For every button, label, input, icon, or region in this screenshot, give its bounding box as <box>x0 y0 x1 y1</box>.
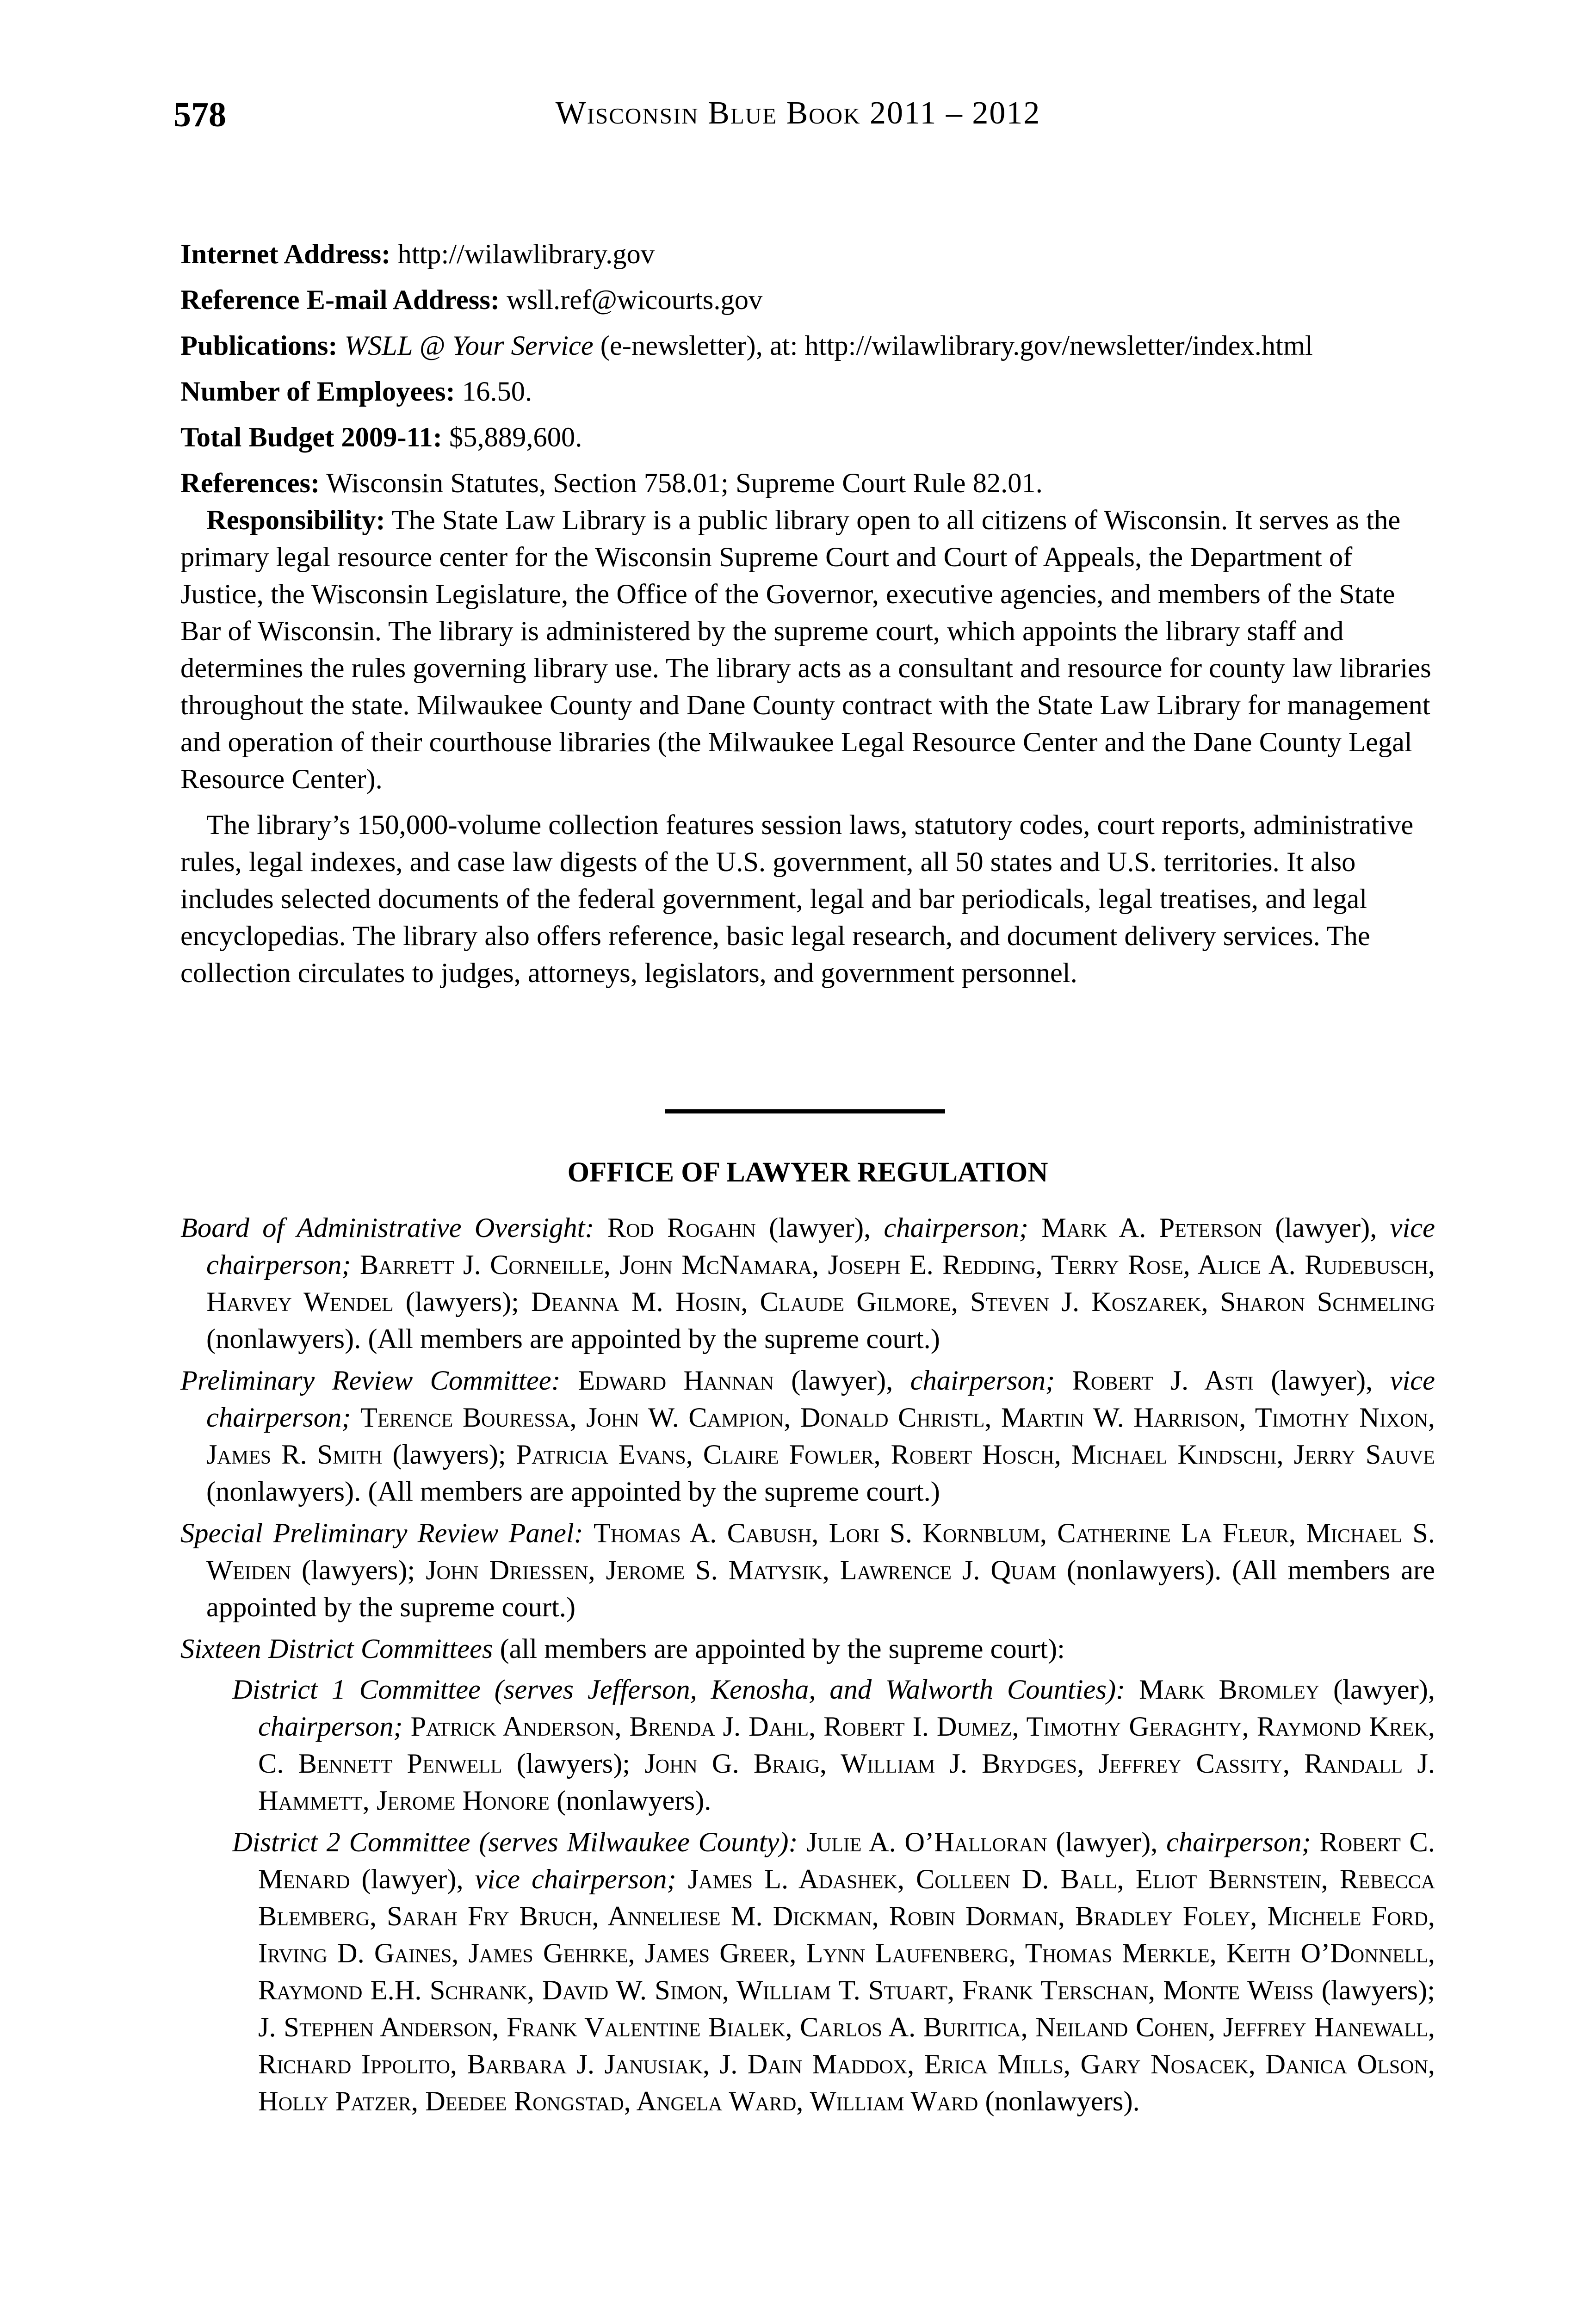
special-panel-label: Special Preliminary Review Panel: <box>180 1518 583 1549</box>
board-vice-title: vice chairperson; <box>206 1212 1435 1280</box>
district-1-nonlawyers: John G. Braig, William J. Brydges, Jeffrey Cassity, Randall J. Hammett, Jerome Honore <box>258 1748 1435 1816</box>
section-divider <box>665 1109 945 1113</box>
district-1-lawyers-tag: (lawyers); <box>516 1748 631 1779</box>
running-head <box>173 95 1423 136</box>
publications-title: WSLL @ Your Service <box>344 330 594 361</box>
district-2-vice-title: vice chairperson; <box>475 1864 676 1895</box>
board-lawyers-tag: (lawyers); <box>405 1286 519 1317</box>
district-1-chair-title: chairperson; <box>258 1711 403 1742</box>
district-2-lawyers: James L. Adashek, Colleen D. Ball, Eliot Bernstein, Rebecca Blemberg, Sarah Fry Bruch, Anneliese M. Dickman, Robin Dorman, Bradley Foley, Michele Ford, Irving D. Gaines, James Gehrke, James Greer, Lynn Laufenberg, Thomas Merkle, Keith O’Donnell, Raymond E.H. Schrank, David W. Simon, William T. Stuart, Frank Terschan, Monte Weiss <box>258 1864 1435 2006</box>
internet-address-label: Internet Address: <box>180 239 391 270</box>
references-value: Wisconsin Statutes, Section 758.01; Supreme Court Rule 82.01. <box>326 468 1043 499</box>
special-panel-lawyers: Thomas A. Cabush, Lori S. Kornblum, Catherine La Fleur, Michael S. Weiden <box>206 1518 1435 1586</box>
reference-email-value: wsll.ref@wicourts.gov <box>507 284 763 315</box>
employees-value: 16.50. <box>462 376 532 407</box>
total-budget-label: Total Budget 2009-11: <box>180 422 442 453</box>
preliminary-lawyers: Terence Bouressa, John W. Campion, Donald Christl, Martin W. Harrison, Timothy Nixon, James R. Smith <box>206 1402 1435 1470</box>
preliminary-label: Preliminary Review Committee: <box>180 1365 561 1396</box>
district-1-entry <box>180 1671 1435 1819</box>
total-budget-value: $5,889,600. <box>449 422 582 453</box>
board-nonlawyers-tag: (nonlawyers). (All members are appointed by the supreme court.) <box>206 1323 940 1354</box>
district-committees-entry <box>180 1631 1435 1668</box>
section-title: OFFICE OF LAWYER REGULATION <box>567 1157 1048 1188</box>
district-2-chair-role: (lawyer), <box>1056 1827 1158 1858</box>
board-label: Board of Administrative Oversight: <box>180 1212 594 1243</box>
preliminary-chair-name: Edward Hannan <box>578 1365 774 1396</box>
preliminary-nonlawyers-tag: (nonlawyers). (All members are appointed by the supreme court.) <box>206 1476 940 1507</box>
board-vice-role: (lawyer), <box>1275 1212 1377 1243</box>
special-panel-entry <box>180 1515 1435 1626</box>
total-budget <box>180 419 1435 456</box>
district-2-entry <box>180 1824 1435 2120</box>
special-panel-lawyers-tag: (lawyers); <box>301 1555 415 1586</box>
preliminary-vice-role: (lawyer), <box>1271 1365 1373 1396</box>
preliminary-vice-title: vice chairperson; <box>206 1365 1435 1433</box>
board-lawyers: Barrett J. Corneille, John McNamara, Joseph E. Redding, Terry Rose, Alice A. Rudebusch, Harvey Wendel <box>206 1249 1435 1317</box>
district-1-chair-name: Mark Bromley <box>1139 1674 1320 1705</box>
library-info <box>180 236 1435 1001</box>
publications-label: Publications: <box>180 330 338 361</box>
district-committees-tail: (all members are appointed by the supreme court): <box>500 1633 1065 1664</box>
internet-address <box>180 236 1435 273</box>
reference-email-label: Reference E-mail Address: <box>180 284 500 315</box>
board-chair-title: chairperson; <box>884 1212 1028 1243</box>
employees-label: Number of Employees: <box>180 376 455 407</box>
board-nonlawyers: Deanna M. Hosin, Claude Gilmore, Steven J. Koszarek, Sharon Schmeling <box>531 1286 1435 1317</box>
preliminary-nonlawyers: Patricia Evans, Claire Fowler, Robert Hosch, Michael Kindschi, Jerry Sauve <box>516 1439 1435 1470</box>
district-2-nonlawyers: J. Stephen Anderson, Frank Valentine Bialek, Carlos A. Buritica, Neiland Cohen, Jeffrey Hanewall, Richard Ippolito, Barbara J. Janusiak, J. Dain Maddox, Erica Mills, Gary Nosacek, Danica Olson, Holly Patzer, Deedee Rongstad, Angela Ward, William Ward <box>258 2012 1435 2117</box>
board-entry <box>180 1210 1435 1358</box>
district-2-nonlawyers-tag: (nonlawyers). <box>985 2086 1140 2117</box>
preliminary-chair-title: chairperson; <box>910 1365 1055 1396</box>
publications-rest: (e-newsletter), at: http://wilawlibrary.gov/newsletter/index.html <box>600 330 1313 361</box>
preliminary-lawyers-tag: (lawyers); <box>392 1439 506 1470</box>
page-number: 578 <box>173 95 226 134</box>
preliminary-chair-role: (lawyer), <box>791 1365 893 1396</box>
district-committees-label: Sixteen District Committees <box>180 1633 493 1664</box>
olr-members <box>180 1210 1435 2125</box>
district-2-chair-title: chairperson; <box>1166 1827 1311 1858</box>
employees <box>180 373 1435 410</box>
board-chair-name: Rod Rogahn <box>607 1212 756 1243</box>
district-2-chair-name: Julie A. O’Halloran <box>806 1827 1047 1858</box>
special-panel-nonlawyers-tag: (nonlawyers). (All members are appointed by the supreme court.) <box>206 1555 1435 1623</box>
district-2-vice-name: Robert C. Menard <box>258 1827 1435 1895</box>
district-1-label: District 1 Committee (serves Jefferson, Kenosha, and Walworth Counties): <box>232 1674 1126 1705</box>
references <box>180 465 1435 502</box>
board-chair-role: (lawyer), <box>769 1212 871 1243</box>
book-title: Wisconsin Blue Book 2011 – 2012 <box>555 95 1041 131</box>
district-2-vice-role: (lawyer), <box>361 1864 464 1895</box>
internet-address-value: http://wilawlibrary.gov <box>397 239 655 270</box>
district-1-lawyers: Patrick Anderson, Brenda J. Dahl, Robert I. Dumez, Timothy Geraghty, Raymond Krek, C. Bennett Penwell <box>258 1711 1435 1779</box>
responsibility-paragraph <box>180 502 1435 798</box>
references-label: References: <box>180 468 320 499</box>
district-2-lawyers-tag: (lawyers); <box>1321 1975 1435 2006</box>
board-vice-name: Mark A. Peterson <box>1041 1212 1262 1243</box>
district-1-nonlawyers-tag: (nonlawyers). <box>557 1785 711 1816</box>
collection-paragraph: The library’s 150,000-volume collection features session laws, statutory codes, court reports, administrative rules, legal indexes, and case law digests of the U.S. government, all 50 states and U.S. territories. It also includes selected documents of the federal government, legal and bar periodicals, legal treatises, and legal encyclopedias. The library also offers reference, basic legal research, and document delivery services. The collection circulates to judges, attorneys, legislators, and government personnel. <box>180 810 1414 989</box>
responsibility-label: Responsibility: <box>206 505 385 536</box>
reference-email <box>180 282 1435 319</box>
preliminary-entry <box>180 1362 1435 1510</box>
special-panel-nonlawyers: John Driessen, Jerome S. Matysik, Lawrence J. Quam <box>426 1555 1057 1586</box>
preliminary-vice-name: Robert J. Asti <box>1072 1365 1254 1396</box>
district-2-label: District 2 Committee (serves Milwaukee County): <box>232 1827 798 1858</box>
responsibility-text: The State Law Library is a public library open to all citizens of Wisconsin. It serves as the primary legal resource center for the Wisconsin Supreme Court and Court of Appeals, the Department of Justice, the Wisconsin Legislature, the Office of the Governor, executive agencies, and members of the State Bar of Wisconsin. The library is administered by the supreme court, which appoints the library staff and determines the rules governing library use. The library acts as a consultant and resource for county law libraries throughout the state. Milwaukee County and Dane County contract with the State Law Library for management and operation of their courthouse libraries (the Milwaukee Legal Resource Center and the Dane County Legal Resource Center). <box>180 505 1431 795</box>
publications <box>180 328 1435 365</box>
district-1-chair-role: (lawyer), <box>1333 1674 1435 1705</box>
